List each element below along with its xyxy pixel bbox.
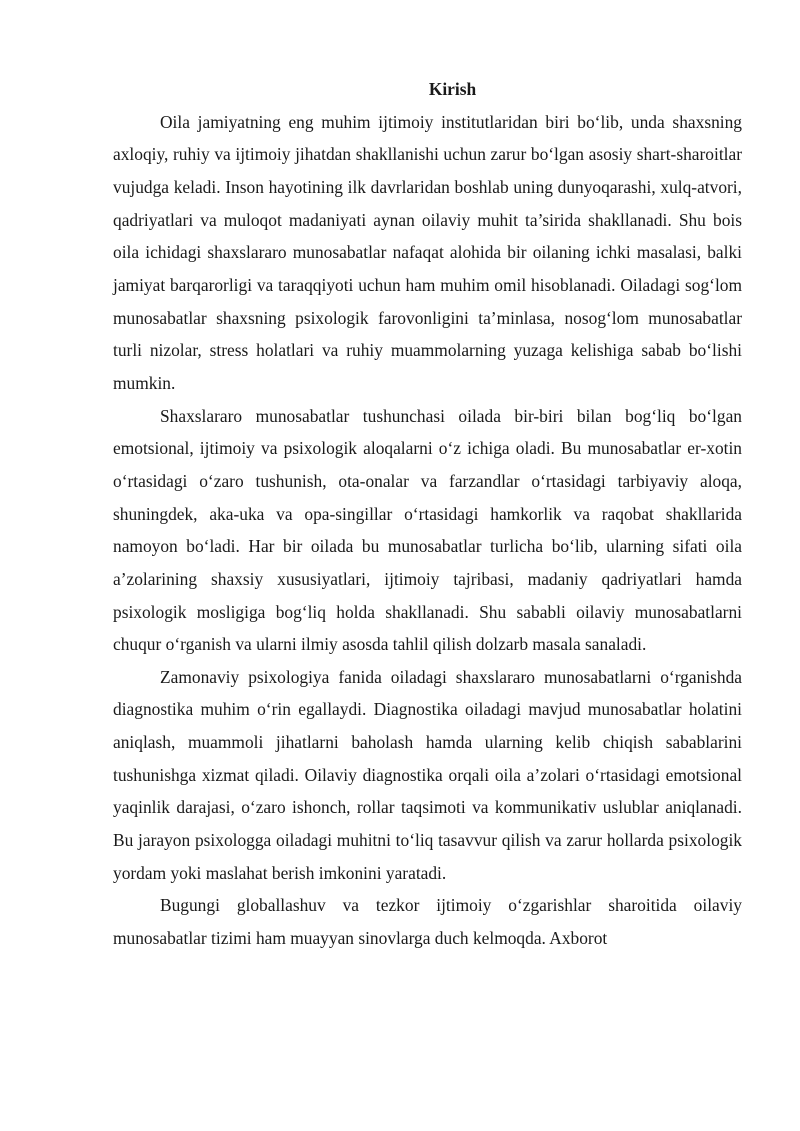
document-title: Kirish xyxy=(428,79,477,99)
document-body xyxy=(113,73,742,955)
paragraph-3: Zamonaviy psixologiya fanida oiladagi shaxslararo munosabatlarni o‘rganishda diagnostika muhim o‘rin egallaydi. Diagnostika oiladagi mavjud munosabatlar holatini aniqlash, muammoli jihatlarni baholash hamda ularning kelib chiqish sabablarini tushunishga xizmat qiladi. Oilaviy diagnostika orqali oila a’zolari o‘rtasidagi emotsional yaqinlik darajasi, o‘zaro ishonch, rollar taqsimoti va kommunikativ uslublar aniqlanadi. Bu jarayon psixologga oiladagi muhitni to‘liq tasavvur qilish va zarur hollarda psixologik yordam yoki maslahat berish imkonini yaratadi. xyxy=(113,666,742,883)
paragraph-1: Oila jamiyatning eng muhim ijtimoiy institutlaridan biri bo‘lib, unda shaxsning axloqiy, ruhiy va ijtimoiy jihatdan shakllanishi uchun zarur bo‘lgan asosiy shart-sharoitlar vujudga keladi. Inson hayotining ilk davrlaridan boshlab uning dunyoqarashi, xulq-atvori, qadriyatlari va muloqot madaniyati aynan oilaviy muhit ta’sirida shakllanadi. Shu bois oila ichidagi shaxslararo munosabatlar nafaqat alohida bir oilaning ichki masalasi, balki jamiyat barqarorligi va taraqqiyoti uchun ham muhim omil hisoblanadi. Oiladagi sog‘lom munosabatlar shaxsning psixologik farovonligini ta’minlasa, nosog‘lom munosabatlar turli nizolar, stress holatlari va ruhiy muammolarning yuzaga kelishiga sabab bo‘lishi mumkin. xyxy=(113,111,742,393)
paragraph-2: Shaxslararo munosabatlar tushunchasi oilada bir-biri bilan bog‘liq bo‘lgan emotsional, ijtimoiy va psixologik aloqalarni o‘z ichiga oladi. Bu munosabatlar er-xotin o‘rtasidagi o‘zaro tushunish, ota-onalar va farzandlar o‘rtasidagi tarbiyaviy aloqa, shuningdek, aka-uka va opa-singillar o‘rtasidagi hamkorlik va raqobat shakllarida namoyon bo‘ladi. Har bir oilada bu munosabatlar turlicha bo‘lib, ularning sifati oila a’zolarining shaxsiy xususiyatlari, ijtimoiy tajribasi, madaniy qadriyatlari hamda psixologik mosligiga bog‘liq holda shakllanadi. Shu sababli oilaviy munosabatlarni chuqur o‘rganish va ularni ilmiy asosda tahlil qilish dolzarb masala sanaladi. xyxy=(113,405,742,655)
paragraph-4: Bugungi globallashuv va tezkor ijtimoiy o‘zgarishlar sharoitida oilaviy munosabatlar tizimi ham muayyan sinovlarga duch kelmoqda. Axborot xyxy=(113,895,742,949)
